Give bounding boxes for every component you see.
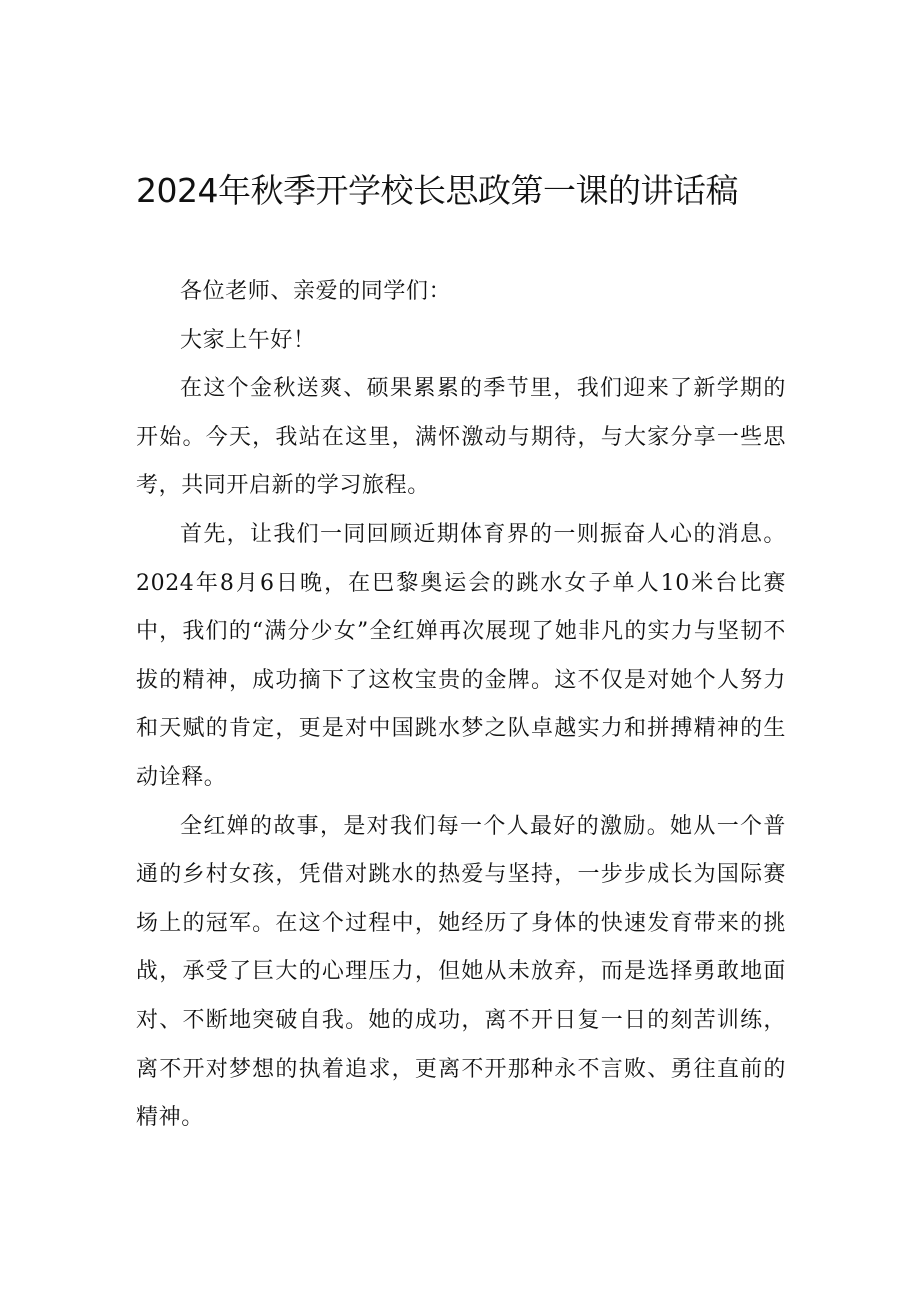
document-body [136, 268, 786, 1143]
paragraph-olympic-news: 首先，让我们一同回顾近期体育界的一则振奋人心的消息。2024年8月6日晚，在巴黎奥运会的跳水女子单人10米台比赛中，我们的“满分少女”全红婵再次展现了她非凡的实力与坚韧不拔的精神，成功摘下了这枚宝贵的金牌。这不仅是对她个人努力和天赋的肯定，更是对中国跳水梦之队卓越实力和拼搏精神的生动诠释。 [136, 521, 786, 790]
paragraph-opening: 在这个金秋送爽、硕果累累的季节里，我们迎来了新学期的开始。今天，我站在这里，满怀激动与期待，与大家分享一些思考，共同开启新的学习旅程。 [136, 376, 786, 499]
paragraph-inspiration: 全红婵的故事，是对我们每一个人最好的激励。她从一个普通的乡村女孩，凭借对跳水的热爱与坚持，一步步成长为国际赛场上的冠军。在这个过程中，她经历了身体的快速发育带来的挑战，承受了巨大的心理压力，但她从未放弃，而是选择勇敢地面对、不断地突破自我。她的成功，离不开日复一日的刻苦训练，离不开对梦想的执着追求，更离不开那种永不言败、勇往直前的精神。 [136, 813, 786, 1131]
salutation: 各位老师、亲爱的同学们： [180, 279, 452, 304]
document-title: 2024年秋季开学校长思政第一课的讲话稿 [136, 171, 738, 210]
greeting: 大家上午好！ [180, 327, 316, 353]
